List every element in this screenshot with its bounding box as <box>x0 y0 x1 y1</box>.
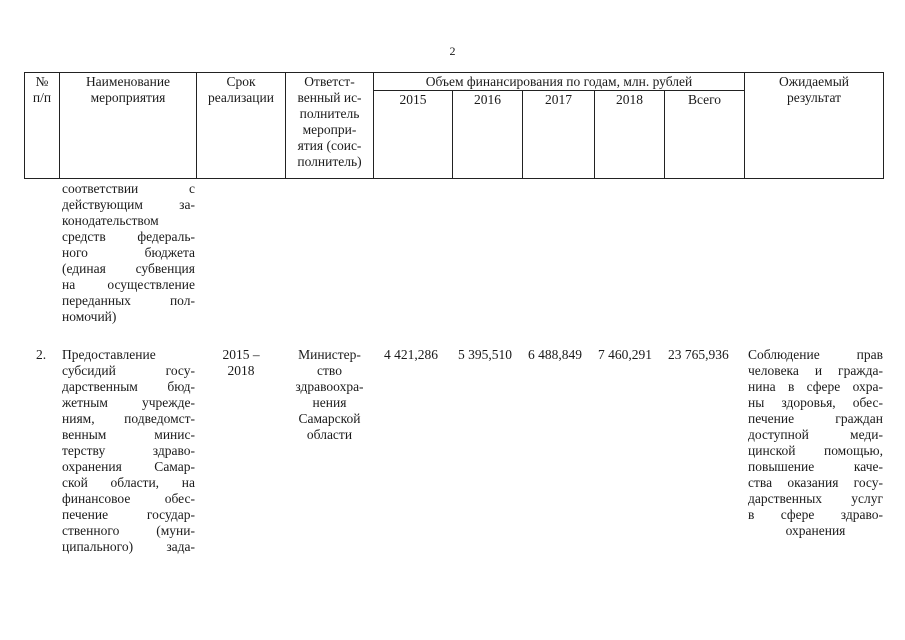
text-line: субсидий госу- <box>62 363 195 378</box>
text-line: печение граждан <box>748 411 883 426</box>
text-line: охранения <box>785 523 846 538</box>
table-top-border <box>24 72 884 73</box>
text-line: средств федераль- <box>62 229 195 244</box>
text-line: в сфере здраво- <box>748 507 883 522</box>
text-line: ны здоровья, обес- <box>748 395 883 410</box>
header-year-2018: 2018 <box>616 92 643 107</box>
value-total: 23 765,936 <box>668 347 729 362</box>
row-number: 2. <box>36 347 47 362</box>
text-line: ного бюджета <box>62 245 195 260</box>
header-result: Ожидаемый результат <box>779 74 849 105</box>
value-2015: 4 421,286 <box>384 347 438 362</box>
text-line: ственного (муни- <box>62 523 195 538</box>
text-line: (единая субвенция <box>62 261 195 276</box>
text-line: цинской помощью, <box>748 443 883 458</box>
text-line: венным минис- <box>62 427 195 442</box>
header-responsible: Ответст- венный ис- полнитель меропри- ятия (соис- полнитель) <box>297 74 362 169</box>
page-number: 2 <box>449 44 456 58</box>
text-line: переданных пол- <box>62 293 195 308</box>
text-line: жетным учрежде- <box>62 395 195 410</box>
continued-activity-name <box>62 181 195 325</box>
header-year-2017: 2017 <box>545 92 572 107</box>
financing-subheader-border <box>373 90 744 91</box>
text-line: терству здраво- <box>62 443 195 458</box>
text-line: Соблюдение прав <box>748 347 883 362</box>
header-name: Наименование мероприятия <box>85 74 171 105</box>
text-line: охранения Самар- <box>62 459 195 474</box>
table-header-bottom-border <box>24 178 884 179</box>
header-year-2015: 2015 <box>399 92 427 107</box>
header-financing: Объем финансирования по годам, млн. рублей <box>425 74 693 89</box>
header-year-2016: 2016 <box>474 92 501 107</box>
text-line: номочий) <box>62 309 117 324</box>
text-line: ской области, на <box>62 475 195 490</box>
text-line: конодательством <box>62 213 159 228</box>
header-term: Срок реализации <box>208 74 274 105</box>
activity-name <box>62 347 195 555</box>
text-line: финансовое обес- <box>62 491 195 506</box>
value-2016: 5 395,510 <box>458 347 512 362</box>
text-line: Предоставление <box>62 347 156 362</box>
header-number: № п/п <box>32 74 52 105</box>
text-line: ства оказания госу- <box>748 475 883 490</box>
text-line: ниям, подведомст- <box>62 411 195 426</box>
col-border <box>883 72 884 179</box>
text-line: человека и гражда- <box>748 363 883 378</box>
implementation-term: 2015 – 2018 <box>222 347 260 378</box>
text-line: действующим за- <box>62 197 195 212</box>
responsible-executor: Министер- ство здравоохра- нения Самарской области <box>295 347 364 442</box>
text-line: повышение каче- <box>748 459 883 474</box>
value-2017: 6 488,849 <box>528 347 582 362</box>
header-total: Всего <box>687 92 722 107</box>
text-line: ципального) зада- <box>62 539 195 554</box>
text-line: на осуществление <box>62 277 195 292</box>
text-line: дарственным бюд- <box>62 379 195 394</box>
text-line: дарственных услуг <box>748 491 883 506</box>
text-line: печение государ- <box>62 507 195 522</box>
text-line: соответствии с <box>62 181 195 196</box>
text-line: доступной меди- <box>748 427 883 442</box>
expected-result <box>748 347 883 539</box>
value-2018: 7 460,291 <box>598 347 652 362</box>
text-line: нина в сфере охра- <box>748 379 883 394</box>
